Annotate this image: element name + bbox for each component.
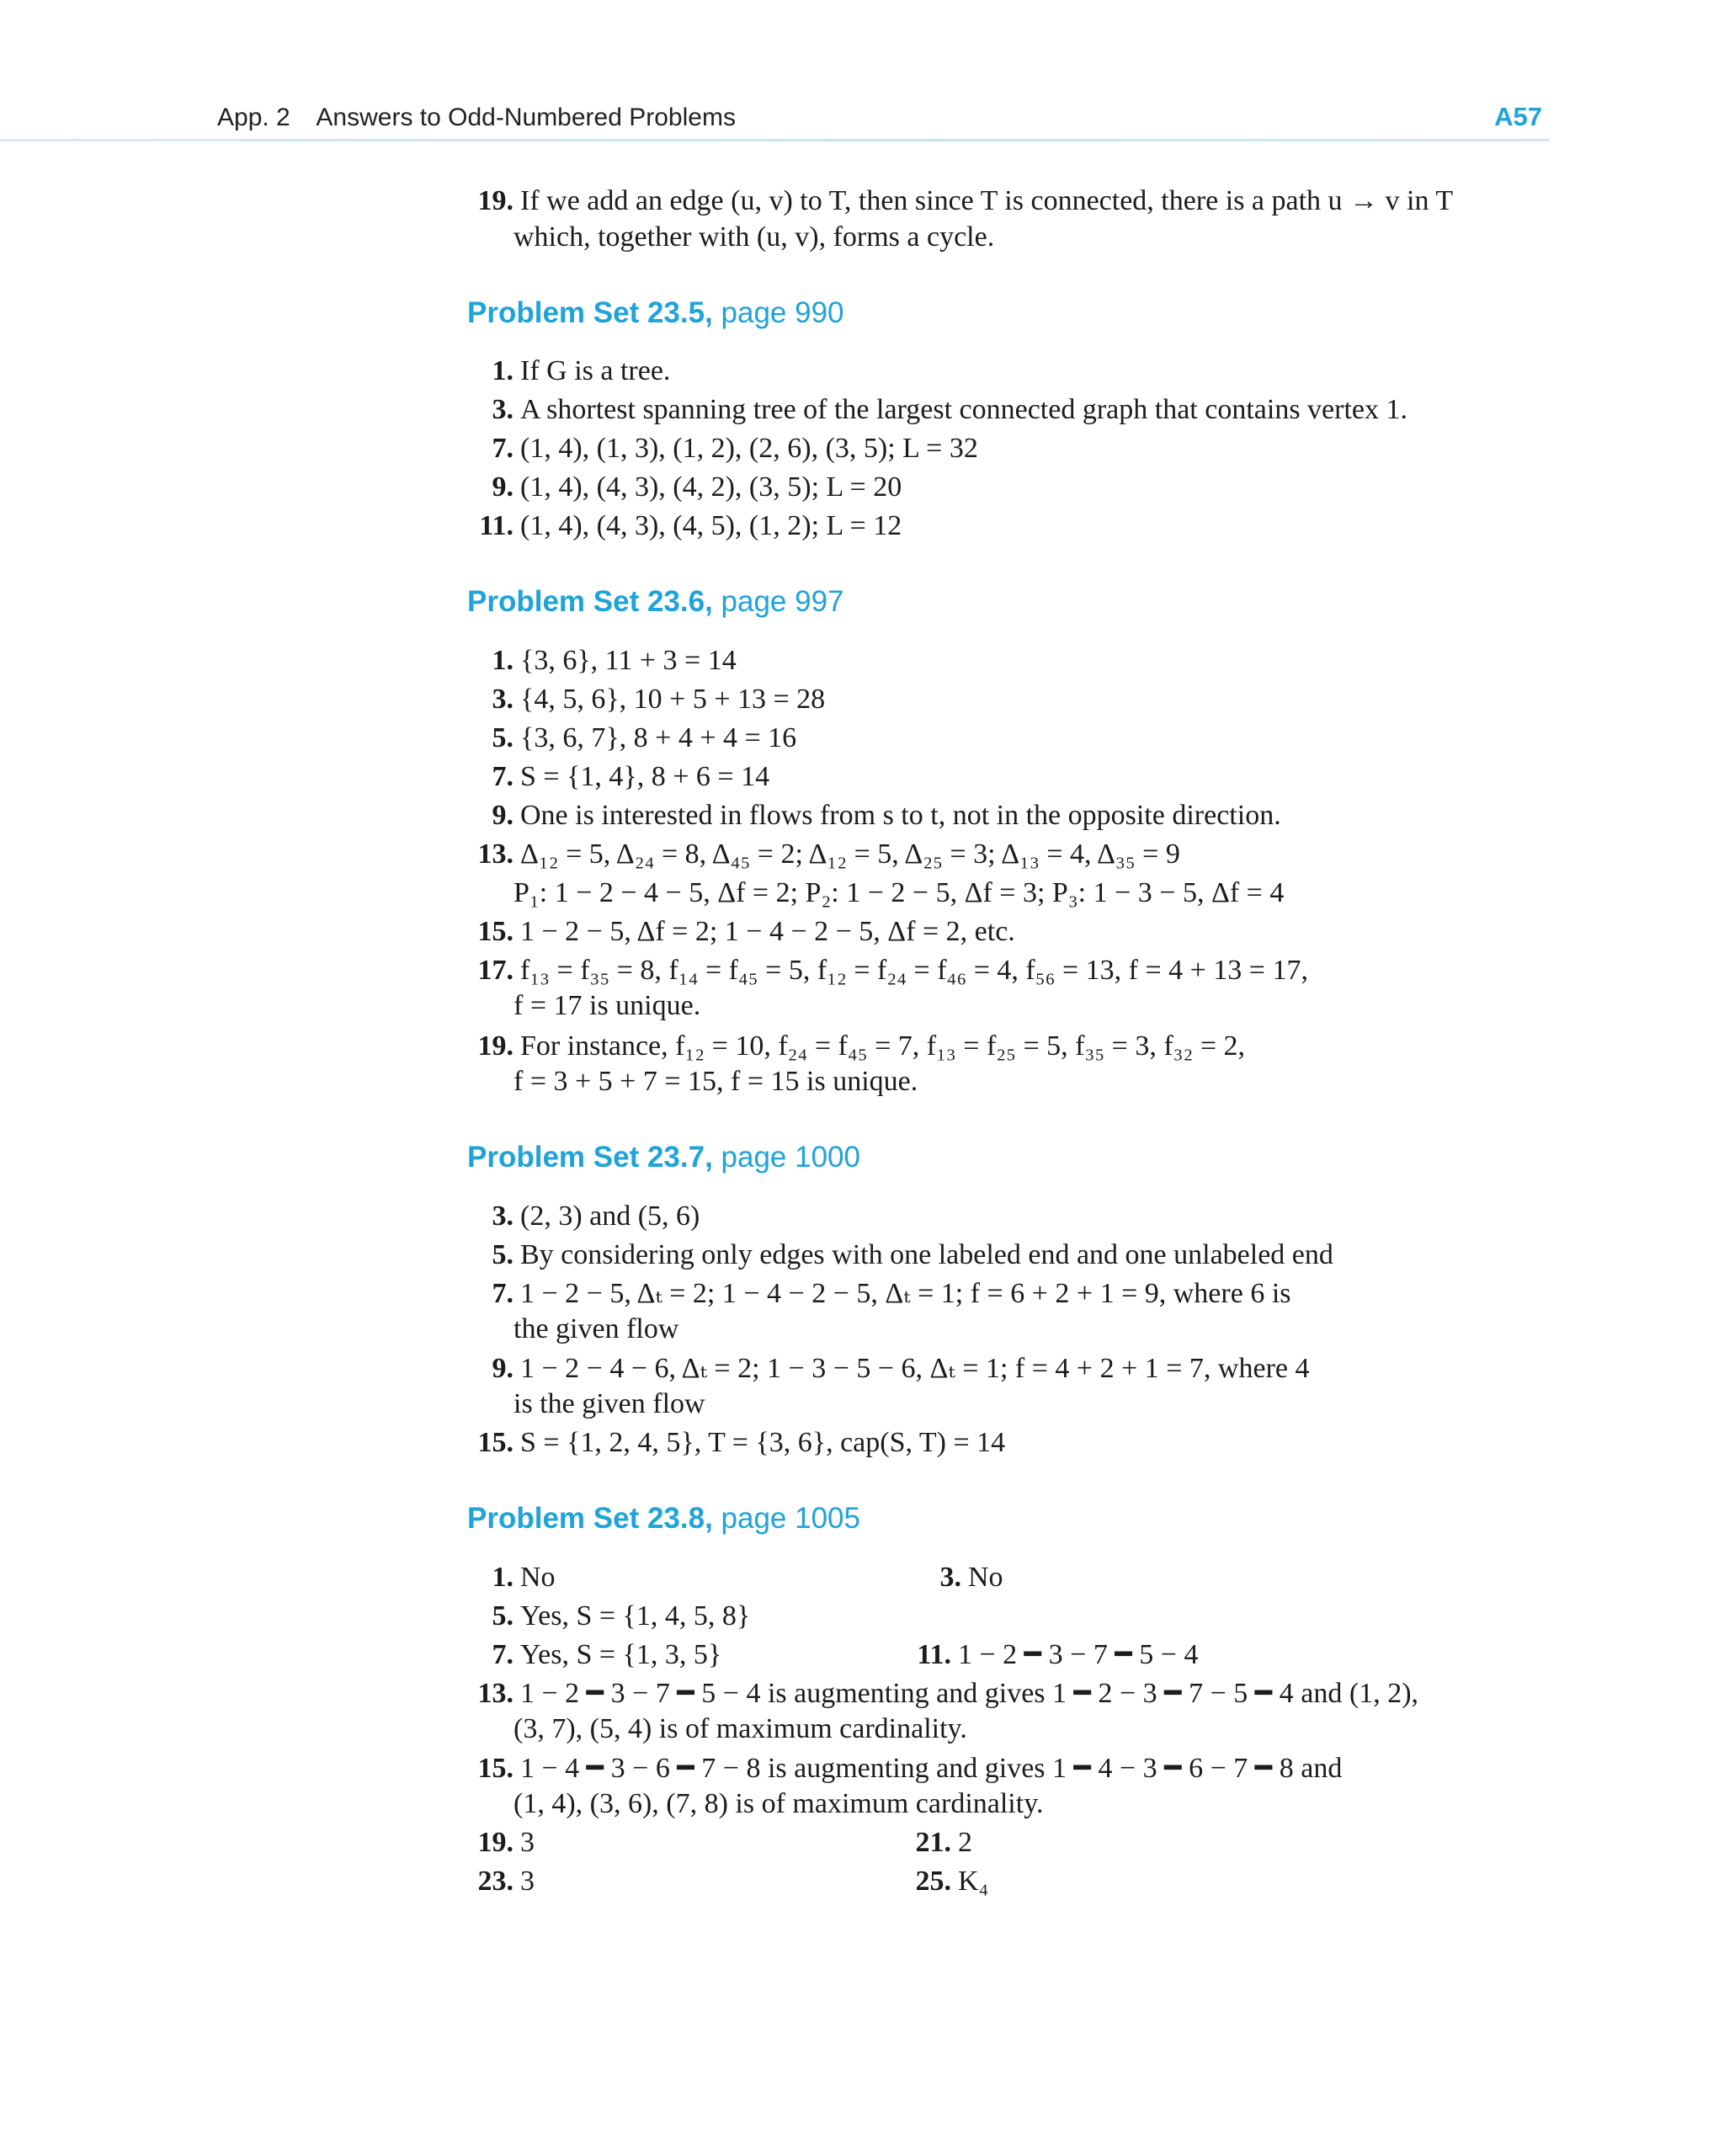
section-title-23-6	[467, 585, 844, 619]
answer-text: (2, 3) and (5, 6)	[520, 1200, 700, 1232]
answer-item	[467, 184, 1453, 219]
answer-text: {4, 5, 6}, 10 + 5 + 13 = 28	[520, 684, 826, 715]
answer-item	[901, 1825, 972, 1861]
answer-number: 9.	[492, 1353, 513, 1384]
answer-number: 13.	[477, 838, 513, 870]
answer-number: 3.	[939, 1562, 961, 1593]
answer-text: 1 − 2 − 5, Δf = 2; 1 − 4 − 2 − 5, Δf = 2, etc.	[520, 916, 1015, 947]
answer-number: 11.	[479, 510, 513, 541]
answer-item	[467, 1199, 700, 1234]
answer-number: 21.	[915, 1827, 951, 1858]
answer-number: 7.	[492, 1278, 513, 1309]
running-head	[217, 104, 736, 132]
section-title-23-8	[467, 1502, 860, 1536]
answer-text: No	[520, 1562, 556, 1593]
answer-item	[467, 1864, 535, 1899]
answer-item	[467, 759, 769, 795]
answer-number: 19.	[477, 185, 513, 216]
answer-item	[467, 354, 670, 389]
answer-item	[467, 431, 978, 466]
answer-text: By considering only edges with one labeled end and one unlabeled end	[520, 1239, 1333, 1270]
answer-text: S = {1, 2, 4, 5}, T = {3, 6}, cap(S, T) = 14	[520, 1427, 1006, 1458]
answer-text: 2	[958, 1827, 972, 1858]
answer-item	[467, 837, 1180, 872]
answer-text: 1 − 2 − 4 − 6, Δₜ = 2; 1 − 3 − 5 − 6, Δₜ = 1; f = 4 + 2 + 1 = 7, where 4	[520, 1353, 1310, 1384]
answer-item	[467, 1276, 1291, 1312]
answer-item	[467, 1425, 1005, 1461]
answer-number: 25.	[915, 1866, 951, 1897]
answer-continuation: which, together with (u, v), forms a cycle.	[513, 221, 995, 253]
answer-number: 19.	[477, 1827, 513, 1858]
answer-text: 1 − 2 ━ 3 − 7 ━ 5 − 4	[958, 1639, 1199, 1670]
answer-text: If we add an edge (u, v) to T, then since T is connected, there is a path u → v in T	[520, 185, 1454, 216]
answer-number: 9.	[492, 800, 513, 831]
answer-item	[467, 1351, 1310, 1387]
answer-number: 5.	[492, 1239, 513, 1270]
answer-continuation: f = 17 is unique.	[513, 990, 701, 1021]
answer-item	[467, 508, 902, 544]
answer-item	[467, 470, 902, 505]
answer-number: 13.	[477, 1678, 513, 1709]
answer-text: Yes, S = {1, 3, 5}	[520, 1639, 722, 1670]
section-title-bold: Problem Set 23.6,	[467, 585, 713, 618]
answer-number: 15.	[477, 1753, 513, 1784]
answer-text: 1 − 4 ━ 3 − 6 ━ 7 − 8 is augmenting and gives 1 ━ 4 − 3 ━ 6 − 7 ━ 8 and	[520, 1753, 1343, 1784]
answer-number: 7.	[492, 1639, 513, 1670]
answer-item	[467, 1560, 556, 1595]
answer-number: 23.	[477, 1866, 513, 1897]
answer-text: Yes, S = {1, 4, 5, 8}	[520, 1600, 751, 1632]
answer-continuation: P₁: 1 − 2 − 4 − 5, Δf = 2; P₂: 1 − 2 − 5, Δf = 3; P₃: 1 − 3 − 5, Δf = 4	[513, 877, 1285, 908]
answer-item	[467, 1238, 1333, 1273]
section-title-bold: Problem Set 23.5,	[467, 296, 713, 329]
answer-number: 7.	[492, 433, 513, 464]
answer-number: 3.	[492, 684, 513, 715]
answer-text: K₄	[958, 1866, 989, 1897]
answer-number: 19.	[477, 1030, 513, 1062]
answer-number: 5.	[492, 1600, 513, 1632]
answer-text: S = {1, 4}, 8 + 6 = 14	[520, 761, 770, 792]
section-title-page: page 1005	[721, 1502, 860, 1535]
header-rule	[0, 139, 1549, 141]
section-title-page: page 1000	[721, 1141, 860, 1174]
answer-item	[911, 1560, 1003, 1595]
answer-text: One is interested in flows from s to t, not in the opposite direction.	[520, 800, 1281, 831]
answer-item	[467, 914, 1015, 950]
answer-number: 15.	[477, 916, 513, 947]
answer-item	[467, 1825, 535, 1861]
answer-item	[467, 1029, 1245, 1064]
answer-number: 3.	[492, 1200, 513, 1232]
answer-text: A shortest spanning tree of the largest connected graph that contains vertex 1.	[520, 394, 1407, 425]
answer-number: 11.	[917, 1639, 951, 1670]
section-title-23-5	[467, 296, 844, 330]
answer-number: 17.	[477, 955, 513, 986]
answer-number: 7.	[492, 761, 513, 792]
answer-number: 3.	[492, 394, 513, 425]
answer-item	[901, 1637, 1198, 1673]
answer-item	[467, 1751, 1342, 1786]
page-number: A57	[1494, 102, 1542, 131]
answer-text: {3, 6, 7}, 8 + 4 + 4 = 16	[520, 722, 797, 753]
answer-item	[467, 643, 737, 679]
answer-item	[467, 392, 1407, 428]
page-header	[0, 0, 1724, 143]
answer-item	[467, 798, 1281, 833]
section-title-page: page 997	[721, 585, 844, 618]
answer-text: 3	[520, 1827, 535, 1858]
answer-number: 1.	[492, 645, 513, 676]
answer-number: 9.	[492, 471, 513, 503]
answer-text: Δ₁₂ = 5, Δ₂₄ = 8, Δ₄₅ = 2; Δ₁₂ = 5, Δ₂₅ = 3; Δ₁₃ = 4, Δ₃₅ = 9	[520, 838, 1180, 870]
answer-item	[901, 1864, 988, 1899]
answer-item	[467, 1676, 1418, 1711]
answer-item	[467, 1599, 750, 1634]
answer-text: (1, 4), (4, 3), (4, 5), (1, 2); L = 12	[520, 510, 902, 541]
answer-number: 1.	[492, 1562, 513, 1593]
answer-continuation: f = 3 + 5 + 7 = 15, f = 15 is unique.	[513, 1066, 918, 1097]
answer-continuation: (1, 4), (3, 6), (7, 8) is of maximum cardinality.	[513, 1788, 1044, 1819]
answer-text: If G is a tree.	[520, 355, 671, 386]
answer-text: (1, 4), (4, 3), (4, 2), (3, 5); L = 20	[520, 471, 902, 503]
answer-item	[467, 1637, 721, 1673]
answer-number: 15.	[477, 1427, 513, 1458]
section-title-23-7	[467, 1141, 860, 1174]
answer-text: (1, 4), (1, 3), (1, 2), (2, 6), (3, 5); L = 32	[520, 433, 978, 464]
answer-text: 1 − 2 − 5, Δₜ = 2; 1 − 4 − 2 − 5, Δₜ = 1; f = 6 + 2 + 1 = 9, where 6 is	[520, 1278, 1291, 1309]
answer-text: For instance, f₁₂ = 10, f₂₄ = f₄₅ = 7, f₁₃ = f₂₅ = 5, f₃₅ = 3, f₃₂ = 2,	[520, 1030, 1246, 1062]
appendix-label: App. 2	[217, 104, 290, 131]
answer-text: {3, 6}, 11 + 3 = 14	[520, 645, 737, 676]
answer-item	[467, 953, 1308, 988]
answer-continuation: is the given flow	[513, 1388, 705, 1419]
answer-text: 1 − 2 ━ 3 − 7 ━ 5 − 4 is augmenting and gives 1 ━ 2 − 3 ━ 7 − 5 ━ 4 and (1, 2),	[520, 1678, 1419, 1709]
answer-text: 3	[520, 1866, 535, 1897]
answer-number: 1.	[492, 355, 513, 386]
section-title-bold: Problem Set 23.7,	[467, 1141, 713, 1174]
chapter-title: Answers to Odd-Numbered Problems	[316, 104, 736, 131]
answer-continuation: (3, 7), (5, 4) is of maximum cardinality.	[513, 1713, 967, 1744]
answer-item	[467, 682, 825, 717]
answer-text: No	[968, 1562, 1003, 1593]
answer-continuation: the given flow	[513, 1313, 679, 1344]
answer-number: 5.	[492, 722, 513, 753]
answer-item	[467, 721, 796, 756]
section-title-page: page 990	[721, 296, 844, 329]
answer-text: f₁₃ = f₃₅ = 8, f₁₄ = f₄₅ = 5, f₁₂ = f₂₄ = f₄₆ = 4, f₅₆ = 13, f = 4 + 13 = 17,	[520, 955, 1308, 986]
section-title-bold: Problem Set 23.8,	[467, 1502, 713, 1535]
